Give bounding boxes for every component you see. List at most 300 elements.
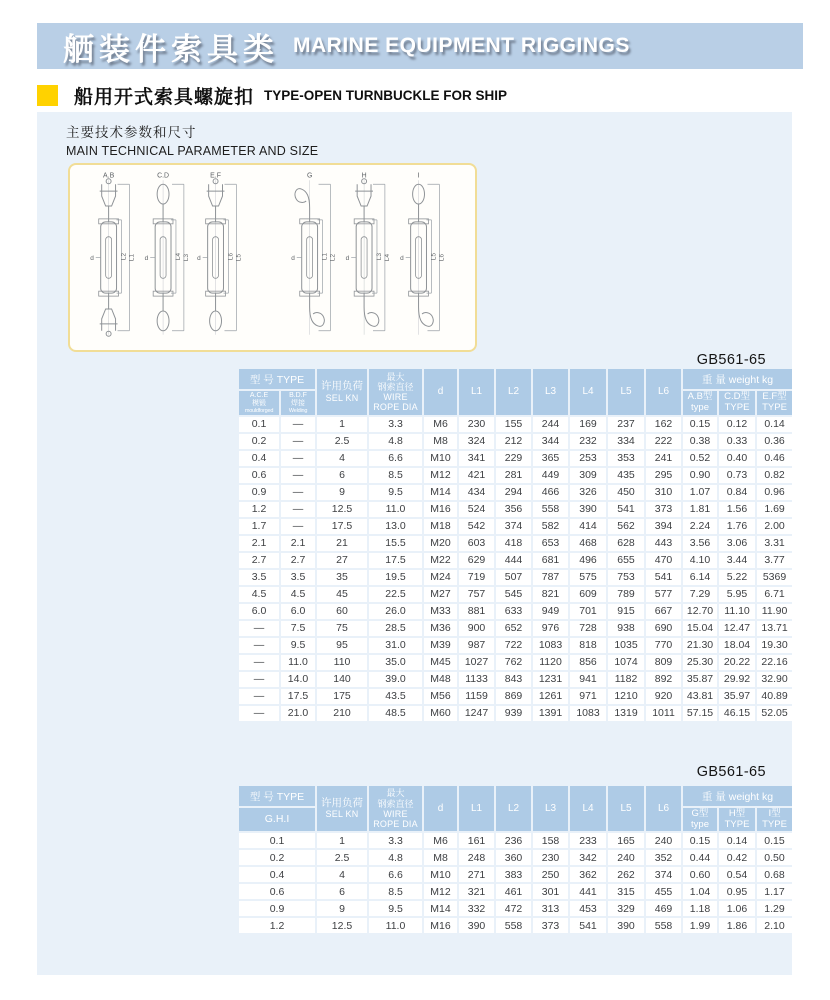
table-cell: 175: [317, 689, 367, 704]
table-cell: 6.6: [369, 867, 422, 882]
diagram-label: d: [144, 254, 149, 262]
table-cell: 542: [459, 519, 494, 534]
table-cell: 0.40: [719, 451, 755, 466]
table-cell: 11.0: [369, 918, 422, 933]
table-cell: 11.90: [757, 604, 792, 619]
table-cell: 40.89: [757, 689, 792, 704]
table-cell: 9.5: [369, 901, 422, 916]
col-header-type-ghi: G.H.I: [239, 808, 315, 831]
table-cell: 466: [533, 485, 568, 500]
table-cell: 12.5: [317, 918, 367, 933]
table-cell: 210: [317, 706, 367, 721]
standard-label-2: GB561-65: [696, 764, 766, 780]
col-header-type: 型 号 TYPE: [239, 369, 315, 389]
table-cell: 577: [646, 587, 681, 602]
table-cell: 1083: [533, 638, 568, 653]
table-row: [239, 672, 792, 687]
col-header2-L5: L5: [608, 786, 644, 831]
table-cell: 35.87: [683, 672, 717, 687]
table-cell: 719: [459, 570, 494, 585]
table-cell: 222: [646, 434, 681, 449]
table-cell: 13.71: [757, 621, 792, 636]
table-cell: 0.4: [239, 867, 315, 882]
table-row: [239, 502, 792, 517]
table-cell: 5369: [757, 570, 792, 585]
table-cell: 1: [317, 833, 367, 848]
table-cell: 394: [646, 519, 681, 534]
table-cell: 35.97: [719, 689, 755, 704]
col-header2-L2: L2: [496, 786, 531, 831]
table-cell: 470: [646, 553, 681, 568]
table-cell: 374: [496, 519, 531, 534]
spec-table-2-body: [239, 833, 792, 933]
table-cell: 19.5: [369, 570, 422, 585]
diagram-box: [68, 163, 477, 352]
diagram-label: d: [400, 254, 404, 262]
table-cell: 421: [459, 468, 494, 483]
diagram-label: L3: [182, 253, 190, 262]
table-cell: 1.29: [757, 901, 792, 916]
table-cell: 789: [608, 587, 644, 602]
turnbuckle-figure-I: [400, 172, 445, 334]
table-cell: 315: [608, 884, 644, 899]
col-header-weight-g: G型 type: [683, 808, 717, 831]
table-cell: 373: [646, 502, 681, 517]
table-cell: 236: [496, 833, 531, 848]
table-cell: 39.0: [369, 672, 422, 687]
table-cell: 603: [459, 536, 494, 551]
table-cell: 609: [570, 587, 606, 602]
table-cell: 496: [570, 553, 606, 568]
table-cell: 1182: [608, 672, 644, 687]
table-cell: 0.15: [683, 417, 717, 432]
table-cell: 449: [533, 468, 568, 483]
table-cell: 253: [570, 451, 606, 466]
table-cell: 14.0: [281, 672, 315, 687]
table-cell: 1133: [459, 672, 494, 687]
table-cell: 155: [496, 417, 531, 432]
table-cell: 250: [533, 867, 568, 882]
table-cell: 652: [496, 621, 531, 636]
table-cell: 18.04: [719, 638, 755, 653]
table-cell: 43.81: [683, 689, 717, 704]
table-cell: 294: [496, 485, 531, 500]
turnbuckle-figure-C.D: [145, 172, 190, 334]
table-cell: M6: [424, 417, 457, 432]
table-cell: 5.22: [719, 570, 755, 585]
table-cell: 32.90: [757, 672, 792, 687]
table-cell: 900: [459, 621, 494, 636]
table-cell: 169: [570, 417, 606, 432]
col-header-L1: L1: [459, 369, 494, 415]
table-cell: 987: [459, 638, 494, 653]
table-cell: 0.1: [239, 833, 315, 848]
table-cell: 558: [646, 918, 681, 933]
table-cell: 26.0: [369, 604, 422, 619]
table-cell: 453: [570, 901, 606, 916]
table-row: [239, 638, 792, 653]
table-cell: 2.7: [281, 553, 315, 568]
table-cell: 418: [496, 536, 531, 551]
table-cell: 0.60: [683, 867, 717, 882]
table-cell: 443: [646, 536, 681, 551]
table-cell: 0.38: [683, 434, 717, 449]
table-cell: M24: [424, 570, 457, 585]
diagram-label: E.F: [210, 172, 221, 180]
table-cell: M10: [424, 867, 457, 882]
col-header-d: d: [424, 369, 457, 415]
table-cell: 22.5: [369, 587, 422, 602]
table-cell: 57.15: [683, 706, 717, 721]
table-cell: 271: [459, 867, 494, 882]
table-cell: 374: [646, 867, 681, 882]
table-cell: 3.44: [719, 553, 755, 568]
table-cell: —: [281, 451, 315, 466]
table-cell: 0.14: [719, 833, 755, 848]
table-cell: 8.5: [369, 884, 422, 899]
table-cell: M16: [424, 918, 457, 933]
diagram-label: L3: [375, 252, 383, 261]
table-cell: 35.0: [369, 655, 422, 670]
table-cell: 356: [496, 502, 531, 517]
table-cell: 1261: [533, 689, 568, 704]
table-cell: 3.77: [757, 553, 792, 568]
table-cell: 1.7: [239, 519, 279, 534]
table-cell: 655: [608, 553, 644, 568]
table-cell: 321: [459, 884, 494, 899]
table-cell: —: [239, 672, 279, 687]
table-cell: 383: [496, 867, 531, 882]
table-cell: 1159: [459, 689, 494, 704]
table-cell: M39: [424, 638, 457, 653]
table-cell: 25.30: [683, 655, 717, 670]
table-cell: 1.18: [683, 901, 717, 916]
table-cell: 920: [646, 689, 681, 704]
table-cell: 0.46: [757, 451, 792, 466]
table-cell: 0.1: [239, 417, 279, 432]
table-cell: 1247: [459, 706, 494, 721]
table-cell: 1074: [608, 655, 644, 670]
diagram-label: L2: [329, 253, 337, 262]
col-header-d2: d: [424, 786, 457, 831]
table-cell: 444: [496, 553, 531, 568]
table-cell: 701: [570, 604, 606, 619]
table-cell: 787: [533, 570, 568, 585]
table-cell: 1.17: [757, 884, 792, 899]
table-cell: 11.0: [281, 655, 315, 670]
table-cell: 0.50: [757, 850, 792, 865]
table-cell: 0.73: [719, 468, 755, 483]
table-cell: M8: [424, 434, 457, 449]
table-cell: 9: [317, 901, 367, 916]
table-cell: 524: [459, 502, 494, 517]
table-cell: 43.5: [369, 689, 422, 704]
table-cell: 1.06: [719, 901, 755, 916]
table-cell: 6.0: [239, 604, 279, 619]
table-cell: 230: [533, 850, 568, 865]
table-cell: 212: [496, 434, 531, 449]
col-header-load: 许用负荷 SEL KN: [317, 369, 367, 415]
table-cell: 334: [608, 434, 644, 449]
diagram-label: L4: [174, 252, 182, 261]
table-cell: 1027: [459, 655, 494, 670]
col-header-weight-cd: C.D型 TYPE: [719, 391, 755, 415]
table-cell: 241: [646, 451, 681, 466]
table-cell: 1120: [533, 655, 568, 670]
col-header-L5: L5: [608, 369, 644, 415]
table-cell: 4.8: [369, 434, 422, 449]
table-cell: 653: [533, 536, 568, 551]
table-cell: 0.33: [719, 434, 755, 449]
yellow-bullet-icon: [37, 85, 58, 106]
table-cell: 0.12: [719, 417, 755, 432]
table-row: [239, 884, 792, 899]
table-cell: 1011: [646, 706, 681, 721]
table-cell: 856: [570, 655, 606, 670]
table-cell: 110: [317, 655, 367, 670]
table-row: [239, 536, 792, 551]
table-cell: 344: [533, 434, 568, 449]
col-header-weight-group: 重 量 weight kg: [683, 369, 792, 389]
table-cell: 3.31: [757, 536, 792, 551]
table-cell: 161: [459, 833, 494, 848]
table-cell: M27: [424, 587, 457, 602]
table-row: [239, 519, 792, 534]
table-cell: 162: [646, 417, 681, 432]
table-cell: 757: [459, 587, 494, 602]
table-cell: M45: [424, 655, 457, 670]
col-header2-L4: L4: [570, 786, 606, 831]
table-cell: 435: [608, 468, 644, 483]
table-cell: 1.99: [683, 918, 717, 933]
table-cell: 472: [496, 901, 531, 916]
table-cell: 1035: [608, 638, 644, 653]
table-cell: 17.5: [281, 689, 315, 704]
table-cell: 941: [570, 672, 606, 687]
table-cell: 365: [533, 451, 568, 466]
table-cell: 21.30: [683, 638, 717, 653]
table-cell: 762: [496, 655, 531, 670]
table-row: [239, 570, 792, 585]
table-cell: 0.6: [239, 884, 315, 899]
table-cell: 3.06: [719, 536, 755, 551]
table-cell: 353: [608, 451, 644, 466]
turnbuckle-figure-G: [291, 172, 336, 334]
section-title-row: [37, 84, 507, 106]
intro-text: [66, 121, 318, 158]
table-cell: 541: [570, 918, 606, 933]
table-cell: 949: [533, 604, 568, 619]
table-row: [239, 706, 792, 721]
table-cell: 4.5: [239, 587, 279, 602]
section-title-zh: 船用开式索具螺旋扣: [74, 86, 255, 108]
col-header2-L3: L3: [533, 786, 568, 831]
table-cell: 9.5: [369, 485, 422, 500]
table-cell: 1210: [608, 689, 644, 704]
table-cell: 2.7: [239, 553, 279, 568]
table-cell: 507: [496, 570, 531, 585]
table-cell: 628: [608, 536, 644, 551]
table-cell: 0.84: [719, 485, 755, 500]
table-cell: 6.0: [281, 604, 315, 619]
table-cell: 629: [459, 553, 494, 568]
table-cell: —: [239, 621, 279, 636]
table-cell: 0.9: [239, 485, 279, 500]
col-header2-L6: L6: [646, 786, 681, 831]
table-cell: 229: [496, 451, 531, 466]
table-cell: 3.56: [683, 536, 717, 551]
table-cell: 1.81: [683, 502, 717, 517]
table-cell: 11.10: [719, 604, 755, 619]
diagram-label: d: [291, 254, 295, 262]
table-cell: 52.05: [757, 706, 792, 721]
table-cell: 0.90: [683, 468, 717, 483]
table-cell: —: [239, 638, 279, 653]
table-cell: M22: [424, 553, 457, 568]
table-cell: 6.6: [369, 451, 422, 466]
table-cell: 6: [317, 468, 367, 483]
table-cell: 545: [496, 587, 531, 602]
turnbuckle-figure-A.B: [90, 172, 135, 336]
table-cell: 21: [317, 536, 367, 551]
col-header-weight-ab: A.B型 type: [683, 391, 717, 415]
col-header-weight-i: I型 TYPE: [757, 808, 792, 831]
table-cell: M8: [424, 850, 457, 865]
table-cell: 461: [496, 884, 531, 899]
table-row: [239, 451, 792, 466]
table-cell: 352: [646, 850, 681, 865]
table-cell: 2.00: [757, 519, 792, 534]
table-cell: 27: [317, 553, 367, 568]
table-cell: 881: [459, 604, 494, 619]
table-cell: 7.29: [683, 587, 717, 602]
col-header-weight-group2: 重 量 weight kg: [683, 786, 792, 806]
table-cell: 0.52: [683, 451, 717, 466]
table-cell: 248: [459, 850, 494, 865]
col-header-L6: L6: [646, 369, 681, 415]
turnbuckle-figure-H: [346, 172, 391, 334]
table-cell: 558: [533, 502, 568, 517]
standard-label-1: GB561-65: [696, 352, 766, 368]
table-cell: 310: [646, 485, 681, 500]
table-cell: 0.6: [239, 468, 279, 483]
table-cell: 0.82: [757, 468, 792, 483]
table-cell: 362: [570, 867, 606, 882]
table-cell: 17.5: [369, 553, 422, 568]
table-cell: 1: [317, 417, 367, 432]
table-cell: 21.0: [281, 706, 315, 721]
turnbuckle-figure-E.F: [197, 172, 242, 334]
table-cell: 441: [570, 884, 606, 899]
table-cell: 976: [533, 621, 568, 636]
table-cell: 19.30: [757, 638, 792, 653]
table-cell: 12.47: [719, 621, 755, 636]
table-cell: 301: [533, 884, 568, 899]
col-header2-L1: L1: [459, 786, 494, 831]
table-cell: 0.4: [239, 451, 279, 466]
table-cell: M10: [424, 451, 457, 466]
diagram-label: L2: [120, 252, 128, 261]
table-cell: 2.5: [317, 434, 367, 449]
table-cell: 971: [570, 689, 606, 704]
table-row: [239, 417, 792, 432]
table-cell: 5.95: [719, 587, 755, 602]
spec-table-1: [237, 367, 794, 723]
table-cell: 2.10: [757, 918, 792, 933]
diagram-label: H: [361, 172, 367, 180]
col-header-L4: L4: [570, 369, 606, 415]
table-cell: 1231: [533, 672, 568, 687]
table-cell: 414: [570, 519, 606, 534]
table-cell: 11.0: [369, 502, 422, 517]
table-cell: 342: [570, 850, 606, 865]
table-cell: 1.56: [719, 502, 755, 517]
table-cell: 60: [317, 604, 367, 619]
table-cell: 29.92: [719, 672, 755, 687]
table-row: [239, 833, 792, 848]
table-cell: M6: [424, 833, 457, 848]
table-cell: —: [281, 417, 315, 432]
table-cell: 681: [533, 553, 568, 568]
table-cell: 1.2: [239, 502, 279, 517]
diagram-label: d: [90, 254, 94, 262]
table-cell: 13.0: [369, 519, 422, 534]
diagram-label: d: [197, 254, 201, 262]
table-cell: 541: [646, 570, 681, 585]
col-header-load2: 许用负荷 SEL KN: [317, 786, 367, 831]
table-cell: 1391: [533, 706, 568, 721]
diagram-label: L6: [227, 252, 235, 261]
table-cell: 434: [459, 485, 494, 500]
table-row: [239, 468, 792, 483]
table-cell: 6: [317, 884, 367, 899]
table-cell: 140: [317, 672, 367, 687]
col-header-L2: L2: [496, 369, 531, 415]
table-cell: 7.5: [281, 621, 315, 636]
table-cell: M60: [424, 706, 457, 721]
table-cell: 22.16: [757, 655, 792, 670]
section-title-en: TYPE-OPEN TURNBUCKLE FOR SHIP: [264, 87, 508, 103]
table-cell: M33: [424, 604, 457, 619]
table-cell: 728: [570, 621, 606, 636]
table-cell: M14: [424, 901, 457, 916]
diagram-label: A.B: [103, 172, 115, 180]
table-cell: 324: [459, 434, 494, 449]
table-cell: 1319: [608, 706, 644, 721]
table-cell: 4: [317, 451, 367, 466]
table-cell: 240: [646, 833, 681, 848]
table-cell: 0.15: [683, 833, 717, 848]
table-cell: 1.76: [719, 519, 755, 534]
table-cell: 3.5: [281, 570, 315, 585]
table-row: [239, 621, 792, 636]
table-cell: 233: [570, 833, 606, 848]
table-cell: 262: [608, 867, 644, 882]
col-header-type-ace: A.C.E 模锻 mouldforged: [239, 391, 279, 415]
table-cell: 4.10: [683, 553, 717, 568]
table-cell: 8.5: [369, 468, 422, 483]
spec-table-1-body: [239, 417, 792, 721]
table-cell: M14: [424, 485, 457, 500]
table-cell: 818: [570, 638, 606, 653]
table-cell: 20.22: [719, 655, 755, 670]
turnbuckle-diagram-svg: [70, 165, 475, 350]
spec-table-2: [237, 784, 794, 935]
table-cell: 939: [496, 706, 531, 721]
table-cell: 15.04: [683, 621, 717, 636]
diagram-label: d: [345, 254, 350, 262]
table-cell: 31.0: [369, 638, 422, 653]
